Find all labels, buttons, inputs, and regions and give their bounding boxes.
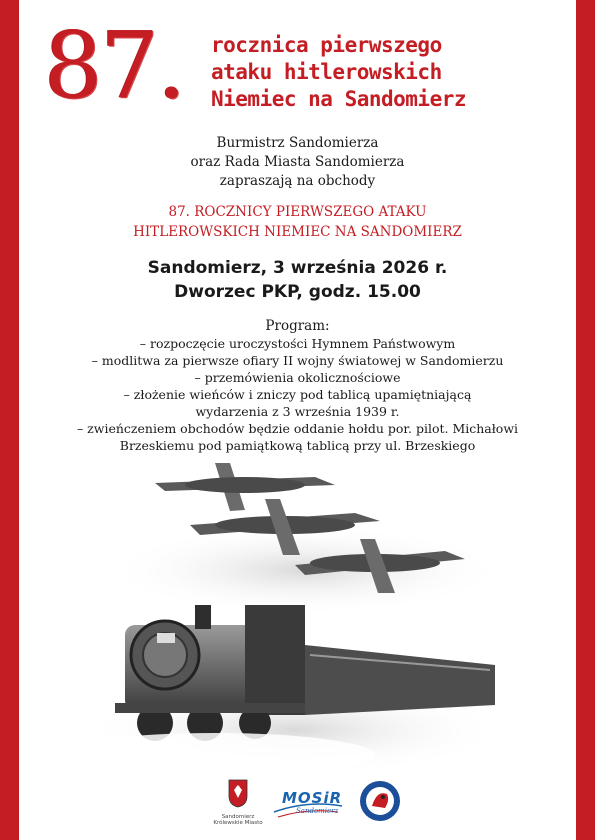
program-item: wydarzenia z 3 września 1939 r. — [195, 404, 400, 419]
program-item: – rozpoczęcie uroczystości Hymnem Państwowym — [139, 336, 456, 351]
program-item: – złożenie wieńców i zniczy pod tablicą upamiętniającą — [123, 387, 472, 402]
program-item: – zwieńczeniem obchodów będzie oddanie hołdu por. pilot. Michałowi — [76, 421, 519, 436]
program-list — [19, 335, 576, 454]
mosir-subtitle: Sandomierz — [296, 807, 339, 815]
crest-caption: Sandomierz Królewskie Miasto — [213, 814, 263, 826]
title-line-3: Niemiec na Sandomierz — [211, 87, 467, 111]
mosir-name: MOSiR — [282, 789, 343, 807]
place-time-line: Dworzec PKP, godz. 15.00 — [174, 282, 421, 302]
date-line: Sandomierz, 3 września 2026 r. — [147, 258, 448, 278]
intro-line: zapraszają na obchody — [219, 173, 376, 189]
plane-top-icon — [155, 463, 335, 511]
program-item: Brzeskiemu pod pamiątkową tablicą przy ul. Brzeskiego — [119, 438, 476, 453]
intro-line: Burmistrz Sandomierza — [216, 135, 379, 151]
invitation-intro — [19, 134, 576, 191]
date-and-place — [19, 256, 576, 304]
anniversary-number: 87. — [44, 12, 185, 119]
club-badge-icon — [359, 780, 401, 822]
club-emblem-logo — [359, 780, 401, 822]
crest-shield-icon — [208, 778, 268, 808]
train-carriages-icon — [305, 645, 495, 715]
planes-and-train-illustration — [95, 455, 515, 773]
program-heading: Program: — [265, 318, 330, 334]
poster-title — [211, 32, 561, 113]
event-line: HITLEROWSKICH NIEMIEC NA SANDOMIERZ — [133, 224, 462, 240]
title-line-2: ataku hitlerowskich — [211, 60, 442, 84]
sandomierz-crest-logo — [208, 778, 268, 826]
program-item: – przemówienia okolicznościowe — [194, 370, 401, 385]
intro-line: oraz Rada Miasta Sandomierza — [190, 154, 405, 170]
left-red-border — [0, 0, 19, 840]
event-line: 87. ROCZNICY PIERWSZEGO ATAKU — [168, 204, 427, 220]
right-red-border — [576, 0, 595, 840]
program-item: – modlitwa za pierwsze ofiary II wojny światowej w Sandomierzu — [91, 353, 504, 368]
mosir-logo — [268, 786, 348, 826]
event-name — [19, 202, 576, 242]
title-line-1: rocznica pierwszego — [211, 33, 442, 57]
